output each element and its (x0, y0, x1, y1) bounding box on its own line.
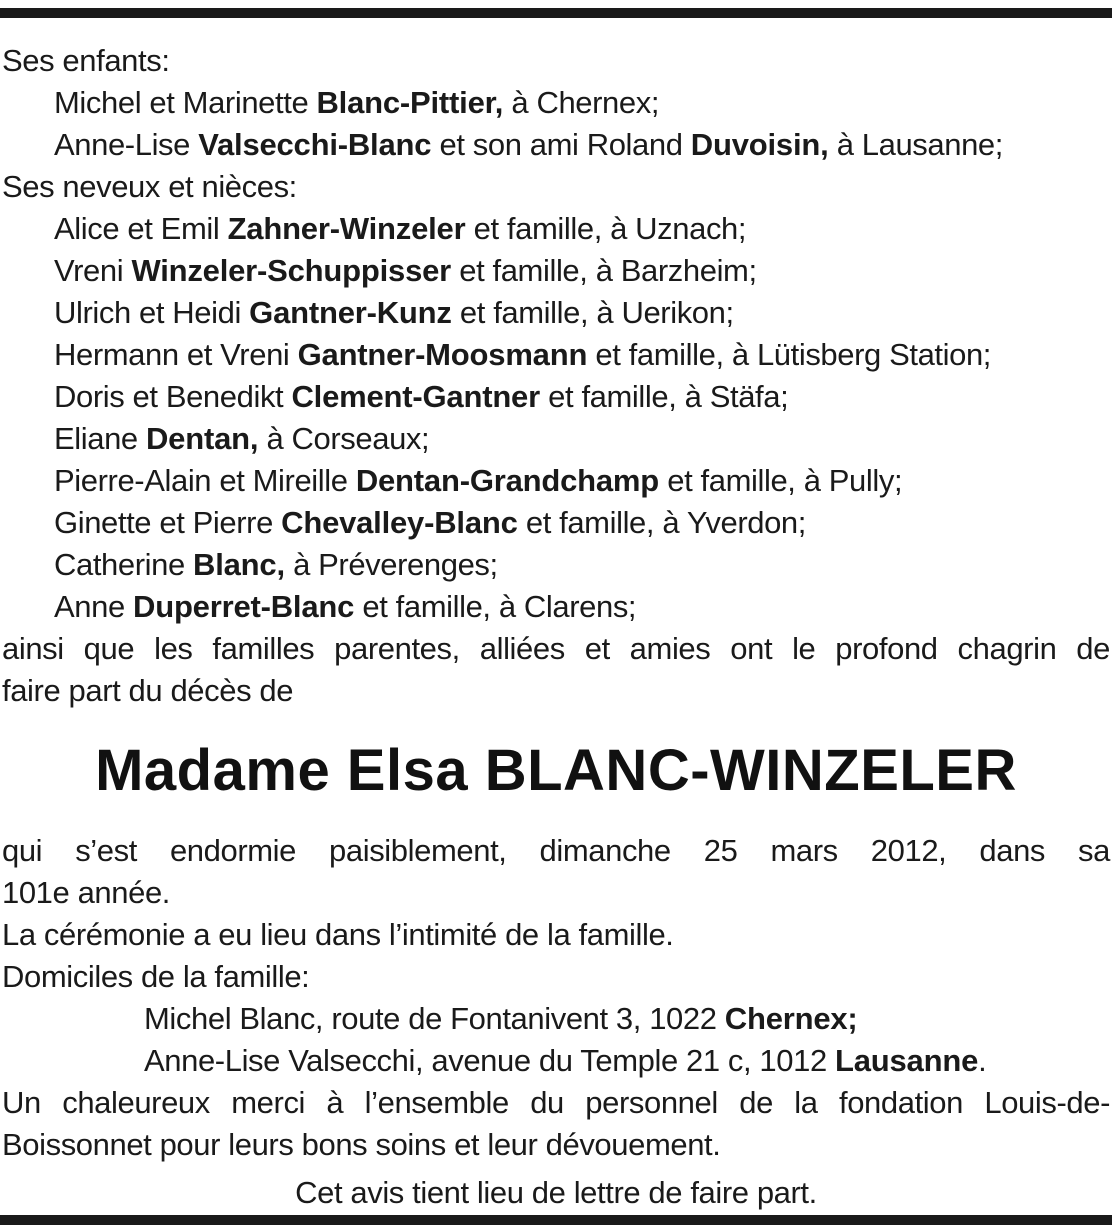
enfants-heading: Ses enfants: (2, 43, 170, 78)
passing-text: 101e année. (2, 875, 170, 910)
announcement-text: faire part du décès de (2, 673, 294, 708)
passing-text: qui s’est endormie paisiblement, dimanche 25 mars 2012, dans sa (2, 833, 1110, 868)
family-member-line: Eliane Dentan, à Corseaux; (54, 421, 430, 456)
family-member-line: Catherine Blanc, à Préverenges; (54, 547, 498, 582)
bottom-rule (0, 1215, 1112, 1225)
family-member-line: Pierre-Alain et Mireille Dentan-Grandchamp et famille, à Pully; (54, 463, 903, 498)
obituary-notice (2, 40, 1110, 1214)
address-line: Anne-Lise Valsecchi, avenue du Temple 21 c, 1012 Lausanne. (144, 1043, 987, 1078)
address-line: Michel Blanc, route de Fontanivent 3, 1022 Chernex; (144, 1001, 858, 1036)
announcement-text: ainsi que les familles parentes, alliées et amies ont le profond chagrin de (2, 631, 1110, 666)
family-member-line: Ginette et Pierre Chevalley-Blanc et famille, à Yverdon; (54, 505, 806, 540)
family-member-line: Hermann et Vreni Gantner-Moosmann et famille, à Lütisberg Station; (54, 337, 992, 372)
thanks-text: Boissonnet pour leurs bons soins et leur dévouement. (2, 1127, 721, 1162)
neveux-heading: Ses neveux et nièces: (2, 169, 297, 204)
top-rule (0, 8, 1112, 18)
family-member-line: Michel et Marinette Blanc-Pittier, à Chernex; (54, 85, 660, 120)
family-member-line: Ulrich et Heidi Gantner-Kunz et famille, à Uerikon; (54, 295, 734, 330)
family-member-line: Vreni Winzeler-Schuppisser et famille, à Barzheim; (54, 253, 757, 288)
thanks-text: Un chaleureux merci à l’ensemble du personnel de la fondation Louis-de- (2, 1085, 1110, 1120)
domiciles-heading: Domiciles de la famille: (2, 959, 310, 994)
closing-statement: Cet avis tient lieu de lettre de faire part. (295, 1175, 817, 1210)
deceased-name: Madame Elsa BLANC-WINZELER (95, 738, 1017, 803)
family-member-line: Anne-Lise Valsecchi-Blanc et son ami Roland Duvoisin, à Lausanne; (54, 127, 1003, 162)
ceremony-text: La cérémonie a eu lieu dans l’intimité de la famille. (2, 917, 674, 952)
family-member-line: Doris et Benedikt Clement-Gantner et famille, à Stäfa; (54, 379, 789, 414)
family-member-line: Alice et Emil Zahner-Winzeler et famille, à Uznach; (54, 211, 747, 246)
family-member-line: Anne Duperret-Blanc et famille, à Clarens; (54, 589, 637, 624)
